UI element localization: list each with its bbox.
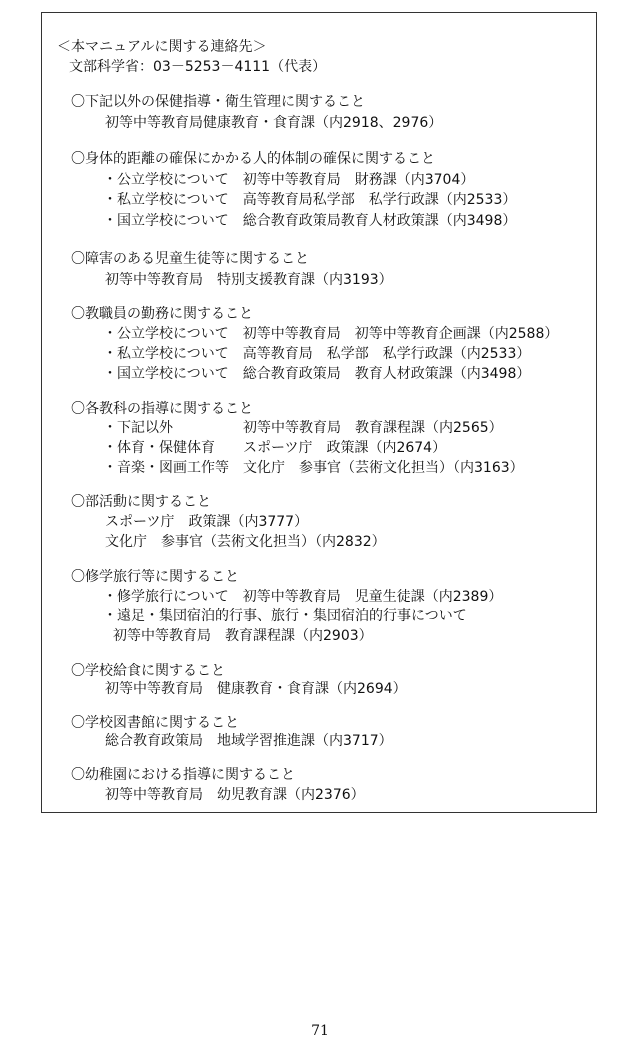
section-line: 初等中等教育局健康教育・食育課（内2918、2976） <box>105 115 443 131</box>
section-line: ・下記以外 初等中等教育局 教育課程課（内2565） <box>103 420 503 436</box>
contact-info-box <box>41 12 597 813</box>
section-line: ・公立学校について 初等中等教育局 財務課（内3704） <box>103 172 475 188</box>
section-line: ・体育・保健体育 スポーツ庁 政策課（内2674） <box>103 440 447 456</box>
section-heading: 〇身体的距離の確保にかかる人的体制の確保に関すること <box>71 151 435 167</box>
section-heading: 〇各教科の指導に関すること <box>71 401 253 417</box>
section-line: 文化庁 参事官（芸術文化担当）（内2832） <box>105 534 386 550</box>
section-heading: 〇下記以外の保健指導・衛生管理に関すること <box>71 94 365 110</box>
section-heading: 〇学校給食に関すること <box>71 663 225 679</box>
section-line: ・国立学校について 総合教育政策局教育人材政策課（内3498） <box>103 213 517 229</box>
section-heading: 〇障害のある児童生徒等に関すること <box>71 251 309 267</box>
section-line: ・公立学校について 初等中等教育局 初等中等教育企画課（内2588） <box>103 326 559 342</box>
main-contact-line: 文部科学省：03－5253－4111（代表） <box>69 59 327 75</box>
section-heading: 〇学校図書館に関すること <box>71 715 239 731</box>
section-heading: 〇部活動に関すること <box>71 494 211 510</box>
section-heading: 〇修学旅行等に関すること <box>71 569 239 585</box>
section-line: ・私立学校について 高等教育局 私学部 私学行政課（内2533） <box>103 346 531 362</box>
page-number: 71 <box>311 1023 329 1039</box>
section-line: 初等中等教育局 教育課程課（内2903） <box>113 628 373 644</box>
section-line: ・私立学校について 高等教育局私学部 私学行政課（内2533） <box>103 192 517 208</box>
manual-contact-title: ＜本マニュアルに関する連絡先＞ <box>57 39 267 55</box>
section-line: ・音楽・図画工作等 文化庁 参事官（芸術文化担当）（内3163） <box>103 460 524 476</box>
section-line: ・国立学校について 総合教育政策局 教育人材政策課（内3498） <box>103 366 531 382</box>
section-line: 初等中等教育局 特別支援教育課（内3193） <box>105 272 393 288</box>
section-line: スポーツ庁 政策課（内3777） <box>105 514 309 530</box>
section-line: 初等中等教育局 健康教育・食育課（内2694） <box>105 681 407 697</box>
section-line: ・遠足・集団宿泊的行事、旅行・集団宿泊的行事について <box>103 608 467 624</box>
section-heading: 〇幼稚園における指導に関すること <box>71 767 295 783</box>
section-line: 総合教育政策局 地域学習推進課（内3717） <box>105 733 393 749</box>
section-line: 初等中等教育局 幼児教育課（内2376） <box>105 787 365 803</box>
section-heading: 〇教職員の勤務に関すること <box>71 306 253 322</box>
section-line: ・修学旅行について 初等中等教育局 児童生徒課（内2389） <box>103 589 503 605</box>
